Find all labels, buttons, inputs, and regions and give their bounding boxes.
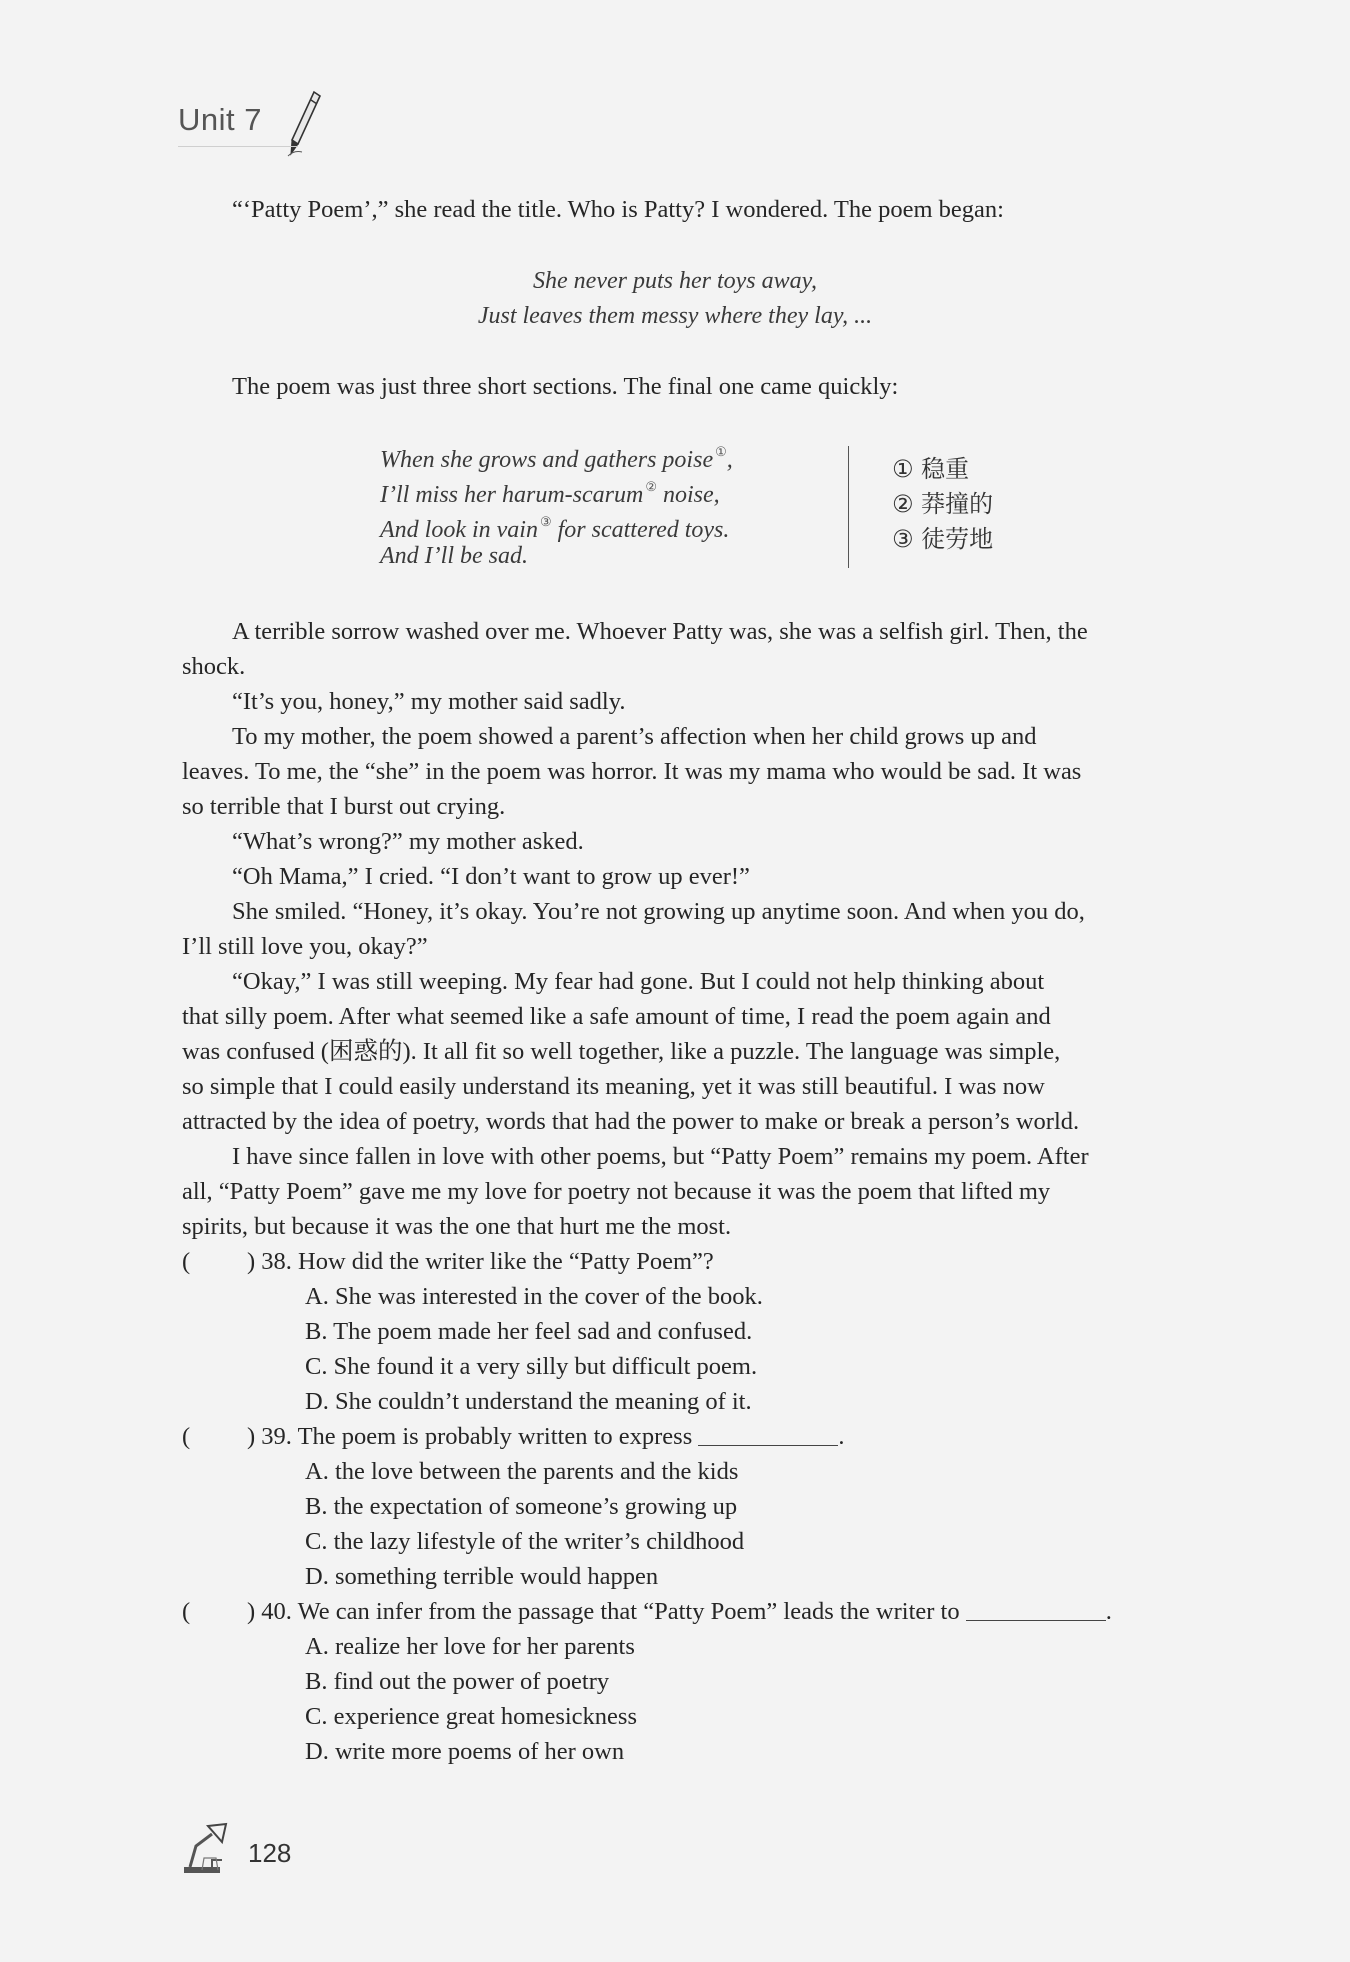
footnote-mark: ③ bbox=[539, 514, 552, 529]
gloss-2: ② 莽撞的 bbox=[892, 490, 994, 518]
question-stem: ) 38. How did the writer like the “Patty Poem”? bbox=[247, 1248, 714, 1275]
question-stem: ) 40. We can infer from the passage that “Patty Poem” leads the writer to bbox=[247, 1598, 960, 1625]
gloss-1: ① 稳重 bbox=[892, 455, 970, 483]
gloss-3: ③ 徒劳地 bbox=[892, 525, 994, 553]
option-c: C. She found it a very silly but difficult poem. bbox=[305, 1353, 758, 1380]
paragraph-line: leaves. To me, the “she” in the poem was horror. It was my mama who would be sad. It was bbox=[182, 758, 1082, 785]
paragraph-line: “It’s you, honey,” my mother said sadly. bbox=[232, 688, 626, 715]
answer-blank[interactable] bbox=[698, 1423, 838, 1446]
pen-icon bbox=[284, 90, 324, 158]
paragraph-line: I’ll still love you, okay?” bbox=[182, 933, 428, 960]
option-d: D. She couldn’t understand the meaning of it. bbox=[305, 1388, 752, 1415]
option-a: A. realize her love for her parents bbox=[305, 1633, 635, 1660]
footnote-mark: ① bbox=[715, 444, 727, 459]
option-a: A. the love between the parents and the kids bbox=[305, 1458, 739, 1485]
unit-title: Unit 7 bbox=[178, 102, 262, 137]
verse2-punct: , bbox=[726, 447, 733, 473]
page-number: 128 bbox=[248, 1838, 292, 1868]
intro-line: “‘Patty Poem’,” she read the title. Who is Patty? I wondered. The poem began: bbox=[232, 196, 1004, 223]
option-c: C. the lazy lifestyle of the writer’s childhood bbox=[305, 1528, 745, 1555]
option-b: B. find out the power of poetry bbox=[305, 1668, 610, 1695]
option-d: D. something terrible would happen bbox=[305, 1563, 659, 1590]
verse2-text: I’ll miss her harum-scarum bbox=[380, 482, 644, 508]
verse2-text: noise, bbox=[656, 482, 720, 508]
verse2-text: And look in vain bbox=[380, 517, 538, 543]
question-stem: ) 39. The poem is probably written to express bbox=[247, 1423, 693, 1450]
paragraph-line: “What’s wrong?” my mother asked. bbox=[232, 828, 584, 855]
paragraph-line: She smiled. “Honey, it’s okay. You’re not growing up anytime soon. And when you do, bbox=[232, 898, 1085, 925]
paragraph-line: shock. bbox=[182, 653, 246, 680]
paragraph-line: To my mother, the poem showed a parent’s affection when her child grows up and bbox=[232, 723, 1037, 750]
question-end-punct: . bbox=[838, 1423, 845, 1450]
paragraph-line: attracted by the idea of poetry, words that had the power to make or break a person’s world. bbox=[182, 1108, 1080, 1135]
option-c: C. experience great homesickness bbox=[305, 1703, 637, 1730]
paragraph-line: spirits, but because it was the one that hurt me the most. bbox=[182, 1213, 732, 1240]
verse1-line-1: She never puts her toys away, bbox=[533, 268, 817, 294]
paragraph-line: all, “Patty Poem” gave me my love for poetry not because it was the poem that lifted my bbox=[182, 1178, 1051, 1205]
option-b: B. The poem made her feel sad and confused. bbox=[305, 1318, 753, 1345]
paragraph-line: that silly poem. After what seemed like a safe amount of time, I read the poem again and bbox=[182, 1003, 1051, 1030]
paragraph-line: so terrible that I burst out crying. bbox=[182, 793, 506, 820]
verse2-line-4: And I’ll be sad. bbox=[380, 543, 528, 569]
answer-bracket[interactable]: ( bbox=[182, 1248, 191, 1275]
desk-lamp-icon bbox=[182, 1820, 238, 1876]
question-stem-row bbox=[247, 1595, 1112, 1629]
answer-blank[interactable] bbox=[966, 1598, 1106, 1621]
verse1-line-2: Just leaves them messy where they lay, ... bbox=[477, 303, 873, 329]
answer-bracket[interactable]: ( bbox=[182, 1598, 191, 1625]
sections-line: The poem was just three short sections. The final one came quickly: bbox=[232, 373, 899, 400]
answer-bracket[interactable]: ( bbox=[182, 1423, 191, 1450]
unit-header bbox=[178, 96, 478, 166]
paragraph-line: was confused (困惑的). It all fit so well together, like a puzzle. The language was simple, bbox=[182, 1038, 1061, 1065]
gloss-divider bbox=[848, 446, 849, 568]
paragraph-line: “Okay,” I was still weeping. My fear had gone. But I could not help thinking about bbox=[232, 968, 1045, 995]
paragraph-line: I have since fallen in love with other poems, but “Patty Poem” remains my poem. After bbox=[232, 1143, 1089, 1170]
option-b: B. the expectation of someone’s growing up bbox=[305, 1493, 738, 1520]
paragraph-line: “Oh Mama,” I cried. “I don’t want to grow up ever!” bbox=[232, 863, 750, 890]
question-end-punct: . bbox=[1105, 1598, 1112, 1625]
verse2-text: When she grows and gathers poise bbox=[380, 447, 714, 473]
header-rule bbox=[178, 146, 298, 147]
verse2-text: for scattered toys. bbox=[551, 517, 730, 543]
footnote-mark: ② bbox=[645, 479, 657, 494]
paragraph-line: so simple that I could easily understand its meaning, yet it was still beautiful. I was now bbox=[182, 1073, 1045, 1100]
question-stem-row bbox=[247, 1420, 844, 1454]
option-a: A. She was interested in the cover of the book. bbox=[305, 1283, 763, 1310]
option-d: D. write more poems of her own bbox=[305, 1738, 625, 1765]
page-footer bbox=[182, 1820, 382, 1880]
paragraph-line: A terrible sorrow washed over me. Whoever Patty was, she was a selfish girl. Then, the bbox=[232, 618, 1088, 645]
